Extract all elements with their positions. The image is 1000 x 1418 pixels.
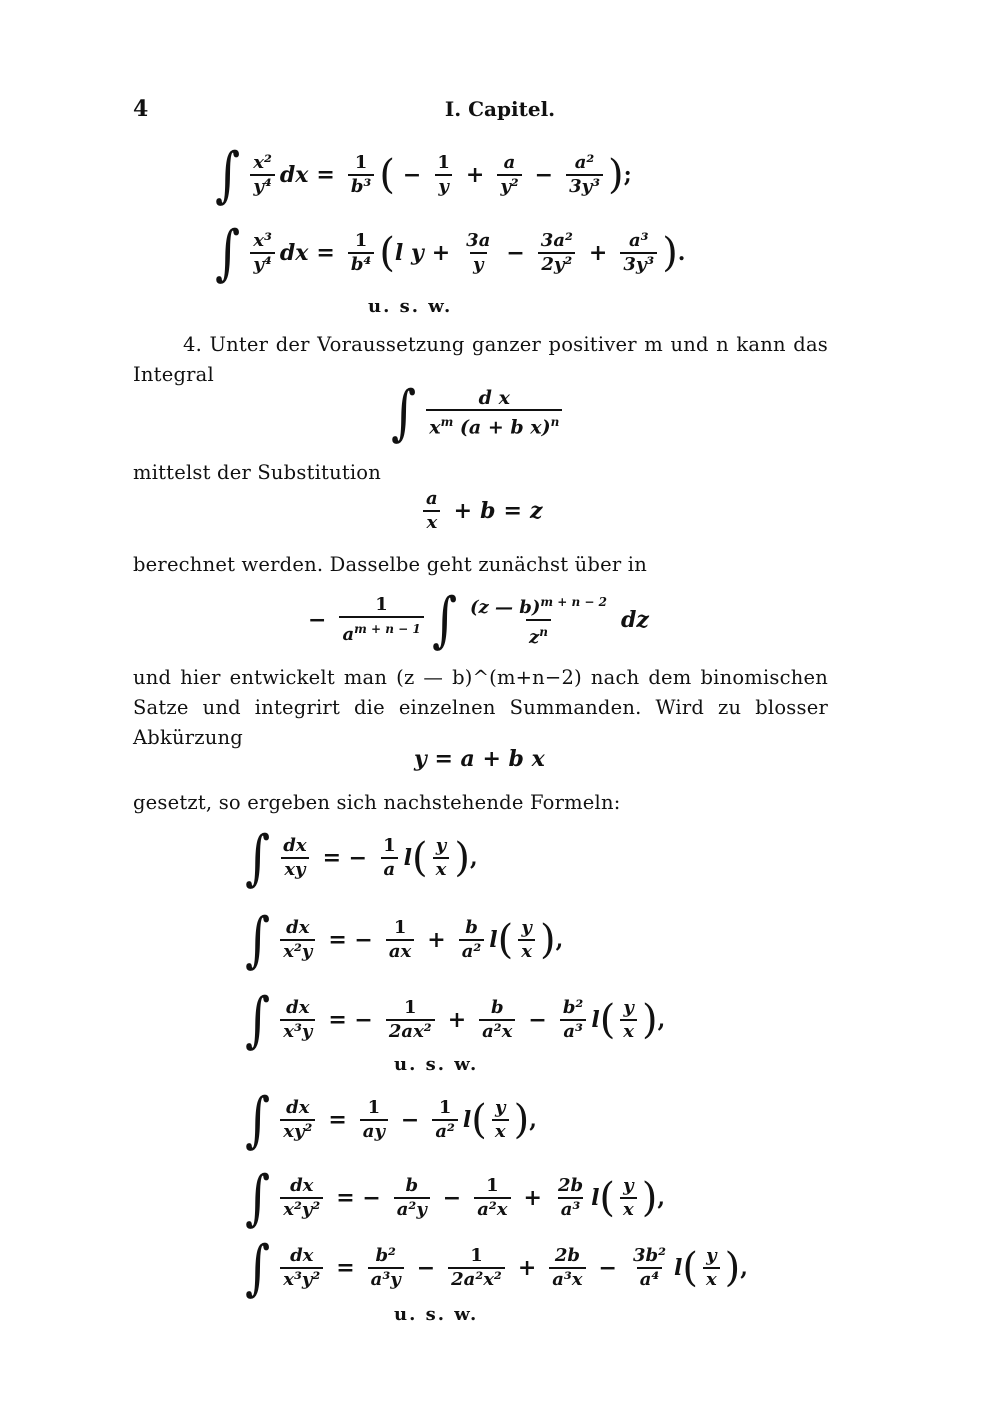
formula-1-1: ∫ $\frac{dx}{xy}$ = − $\frac{1}{a}$ l ( $\frac{y}{x}$ ) ,: [245, 823, 478, 893]
formula-1-3: ∫ $\frac{dx}{\text{x³y}}$ = − $\frac{1}{\text{2ax²}}$ + $\frac{b}{\text{a²x}}$ − $\frac{\text{b²}}{\text{a³}}$ l ( $\frac{y}{x}$ ) ,: [245, 985, 666, 1055]
paragraph-computed: berechnet werden. Dasselbe geht zunächst über in: [133, 553, 647, 576]
substitution-equation: $\frac{a}{x}$ + b = z: [418, 488, 542, 534]
formula-2-3: ∫ $\frac{dx}{\text{x³y²}}$ = $\frac{\text{b²}}{\text{a³y}}$ − $\frac{1}{\text{2a²x²}}$ + $\frac{2b}{\text{a³x}}$ − $\frac{\text{3b²}}{\text{a⁴}}$ l ( $\frac{y}{x}$ ) ,: [245, 1233, 748, 1303]
formula-1-2: ∫ $\frac{dx}{\text{x²y}}$ = − $\frac{1}{ax}$ + $\frac{b}{\text{a²}}$ l ( $\frac{y}{x}$ ) ,: [245, 905, 564, 975]
chapter-heading: I. Capitel.: [444, 97, 556, 121]
transformed-integral: − $\frac{1}{a^{m + n - 1}}$ ∫ $\frac{(z — b)^{m + n - 2}}{z^n}$ dz: [308, 585, 649, 655]
equation-top-2: ∫ $\frac{\text{x³}}{\text{y⁴}}$ dx = $\frac{1}{\text{b⁴}}$ ( l y + $\frac{3a}{y}$ − $\frac{\text{3a²}}{\text{2y²}}$ + $\frac{\text{a³}}{\text{3y³}}$ ) .: [215, 218, 686, 288]
formula-2-1: ∫ $\frac{dx}{\text{xy²}}$ = $\frac{1}{ay}$ − $\frac{1}{\text{a²}}$ l ( $\frac{y}{x}$ ) ,: [245, 1085, 537, 1155]
usw-2: u. s. w.: [394, 1054, 479, 1075]
paragraph-binomial: und hier entwickelt man (z — b)^(m+n−2) nach dem binomischen Satze und integrirt die einzelnen Summanden. Wird zu blosser Abkürzung: [133, 666, 828, 749]
usw-1: u. s. w.: [368, 296, 453, 317]
abbreviation-equation: y = a + b x: [414, 746, 545, 772]
paragraph-formulas: gesetzt, so ergeben sich nachstehende Formeln:: [133, 791, 621, 814]
paragraph-4-intro: 4. Unter der Voraussetzung ganzer positiver m und n kann das Integral: [133, 333, 828, 386]
paragraph-substitution: mittelst der Substitution: [133, 461, 382, 484]
formula-2-2: ∫ $\frac{dx}{\text{x²y²}}$ = − $\frac{b}{\text{a²y}}$ − $\frac{1}{\text{a²x}}$ + $\frac{2b}{\text{a³}}$ l ( $\frac{y}{x}$ ) ,: [245, 1163, 666, 1233]
equation-top-1: ∫ $\frac{\text{x²}}{\text{y⁴}}$ dx = $\frac{1}{\text{b³}}$ ( − $\frac{1}{y}$ + $\frac{a}{\text{y²}}$ − $\frac{\text{a²}}{\text{3y³}}$ ) ;: [215, 140, 632, 210]
integral-main: ∫ $\frac{\text{d x}}{x^m (a + b x)^n}$: [388, 383, 567, 443]
usw-3: u. s. w.: [394, 1304, 479, 1325]
page-number: 4: [133, 96, 149, 122]
